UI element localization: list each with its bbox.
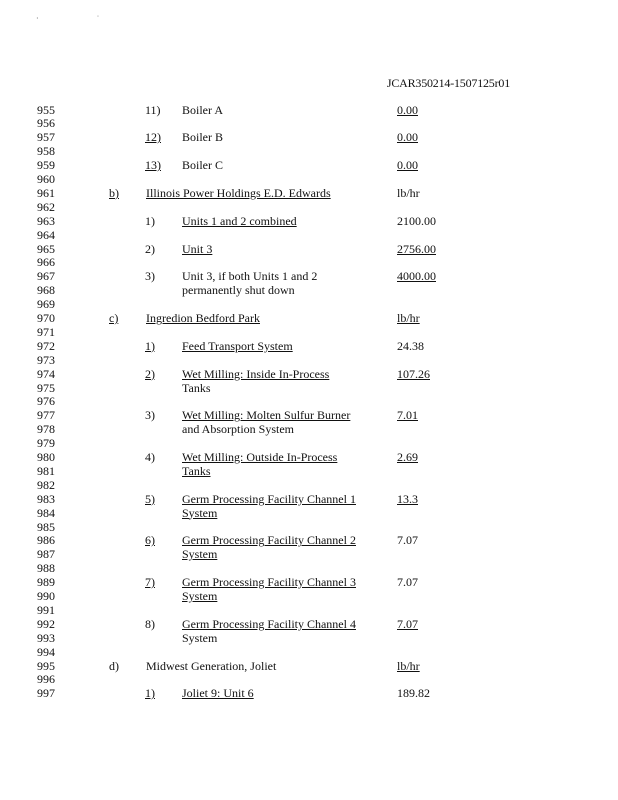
item-number: 6) [145,533,155,548]
document-line [0,186,618,200]
item-number: 4) [145,450,155,464]
item-label: Germ Processing Facility Channel 1 [182,491,356,506]
document-line [0,533,618,547]
emission-value: 107.26 [397,366,430,381]
document-header-code: JCAR350214-1507125r01 [386,76,510,90]
item-number: 2) [145,366,155,381]
corner-marks: · ˙ [36,14,128,23]
item-number: 11) [145,102,161,117]
item-label: Tanks [182,380,211,395]
item-number: 1) [145,338,155,353]
document-line [0,492,618,506]
section-title: Midwest Generation, Joliet [146,658,277,673]
document-line [0,478,618,492]
document-line [0,311,618,325]
line-number: 968 [37,283,55,298]
document-line [0,130,618,144]
emission-value: 189.82 [397,686,430,701]
emission-value: 2.69 [397,450,418,464]
line-number: 974 [37,366,55,381]
item-label: System [182,505,218,520]
line-number: 960 [37,172,55,186]
document-line [0,408,618,422]
item-label: Feed Transport System [182,338,293,353]
document-line [0,450,618,464]
line-number: 993 [37,630,55,645]
document-line [0,255,618,269]
line-number: 982 [37,477,55,492]
emission-value: 7.07 [397,616,418,631]
section-letter: b) [109,185,119,200]
emission-value: 7.07 [397,575,418,590]
line-number: 963 [37,213,55,228]
line-number: 981 [37,463,55,478]
emission-value: 24.38 [397,338,424,353]
item-number: 1) [145,686,155,701]
document-line [0,422,618,436]
emission-value: lb/hr [397,185,420,200]
line-number: 989 [37,575,55,590]
line-number: 964 [37,227,55,242]
item-label: Boiler C [182,158,223,173]
item-number: 3) [145,408,155,423]
document-line [0,520,618,534]
line-number: 994 [37,644,55,659]
emission-value: 13.3 [397,491,418,506]
line-number: 961 [37,185,55,200]
item-label: Wet Milling: Outside In-Process [182,450,338,464]
document-line [0,436,618,450]
item-label: Germ Processing Facility Channel 2 [182,533,356,548]
line-number: 995 [37,658,55,673]
line-number: 987 [37,547,55,562]
emission-value: 2100.00 [397,213,436,228]
document-line [0,269,618,283]
line-number: 985 [37,519,55,534]
document-line [0,617,618,631]
item-label: System [182,589,218,603]
document-line [0,116,618,130]
item-number: 12) [145,130,161,145]
line-number: 986 [37,533,55,548]
document-line [0,103,618,117]
document-line [0,242,618,256]
document-line [0,339,618,353]
document-line [0,200,618,214]
line-number: 975 [37,380,55,395]
line-number: 965 [37,241,55,256]
item-label: Unit 3 [182,241,213,256]
item-label: and Absorption System [182,422,295,437]
item-label: Joliet 9: Unit 6 [182,686,254,701]
line-number: 957 [37,130,55,145]
emission-value: 0.00 [397,130,418,145]
section-letter: d) [109,658,119,673]
item-number: 2) [145,241,155,256]
line-number: 971 [37,324,55,339]
line-number: 997 [37,686,55,701]
line-number: 984 [37,505,55,520]
item-label: Tanks [182,463,211,478]
emission-value: 2756.00 [397,241,436,256]
line-number: 977 [37,408,55,423]
document-line [0,603,618,617]
document-line [0,381,618,395]
document-line [0,645,618,659]
document-line [0,464,618,478]
emission-value: 7.01 [397,408,418,423]
item-number: 8) [145,616,155,631]
document-line [0,228,618,242]
document-line [0,214,618,228]
item-number: 3) [145,269,155,284]
line-number: 979 [37,436,55,451]
item-number: 5) [145,491,155,506]
document-line [0,297,618,311]
item-label: Germ Processing Facility Channel 4 [182,616,356,631]
document-line [0,561,618,575]
section-title: Illinois Power Holdings E.D. Edwards [146,185,331,200]
line-number: 956 [37,116,55,131]
document-line [0,353,618,367]
emission-value: lb/hr [397,311,420,325]
line-number: 983 [37,491,55,506]
item-label: Boiler B [182,130,223,145]
item-label: permanently shut down [182,283,295,298]
document-line [0,144,618,158]
line-number: 991 [37,602,55,617]
item-label: Germ Processing Facility Channel 3 [182,575,356,590]
document-line [0,659,618,673]
emission-value: 0.00 [397,102,418,117]
item-number: 1) [145,213,155,228]
line-number: 992 [37,616,55,631]
document-line [0,575,618,589]
line-number: 972 [37,338,55,353]
item-number: 13) [145,158,161,173]
document-line [0,506,618,520]
item-label: System [182,547,218,562]
item-label: Unit 3, if both Units 1 and 2 [182,269,318,284]
line-number: 955 [37,102,55,117]
document-line [0,631,618,645]
document-line [0,367,618,381]
emission-value: 4000.00 [397,269,436,284]
line-number: 978 [37,422,55,437]
document-line [0,394,618,408]
emission-value: lb/hr [397,658,420,673]
document-line [0,172,618,186]
document-line [0,325,618,339]
line-number: 966 [37,255,55,270]
line-number: 996 [37,672,55,687]
line-number: 990 [37,589,55,603]
item-label: Units 1 and 2 combined [182,213,297,228]
item-label: Boiler A [182,102,223,117]
line-number: 967 [37,269,55,284]
line-number: 969 [37,297,55,312]
section-title: Ingredion Bedford Park [146,311,260,325]
line-number: 976 [37,394,55,409]
document-line [0,686,618,700]
emission-value: 7.07 [397,533,418,548]
document-line [0,672,618,686]
document-line [0,589,618,603]
line-number: 973 [37,352,55,367]
emission-value: 0.00 [397,158,418,173]
line-number: 970 [37,311,55,325]
line-number: 988 [37,561,55,576]
document-line [0,283,618,297]
line-number: 962 [37,199,55,214]
item-label: System [182,630,218,645]
line-number: 980 [37,450,55,464]
document-line [0,547,618,561]
line-number: 958 [37,144,55,159]
item-label: Wet Milling: Inside In-Process [182,366,330,381]
section-letter: c) [109,311,119,325]
line-number: 959 [37,158,55,173]
item-number: 7) [145,575,155,590]
document-line [0,158,618,172]
item-label: Wet Milling: Molten Sulfur Burner [182,408,351,423]
